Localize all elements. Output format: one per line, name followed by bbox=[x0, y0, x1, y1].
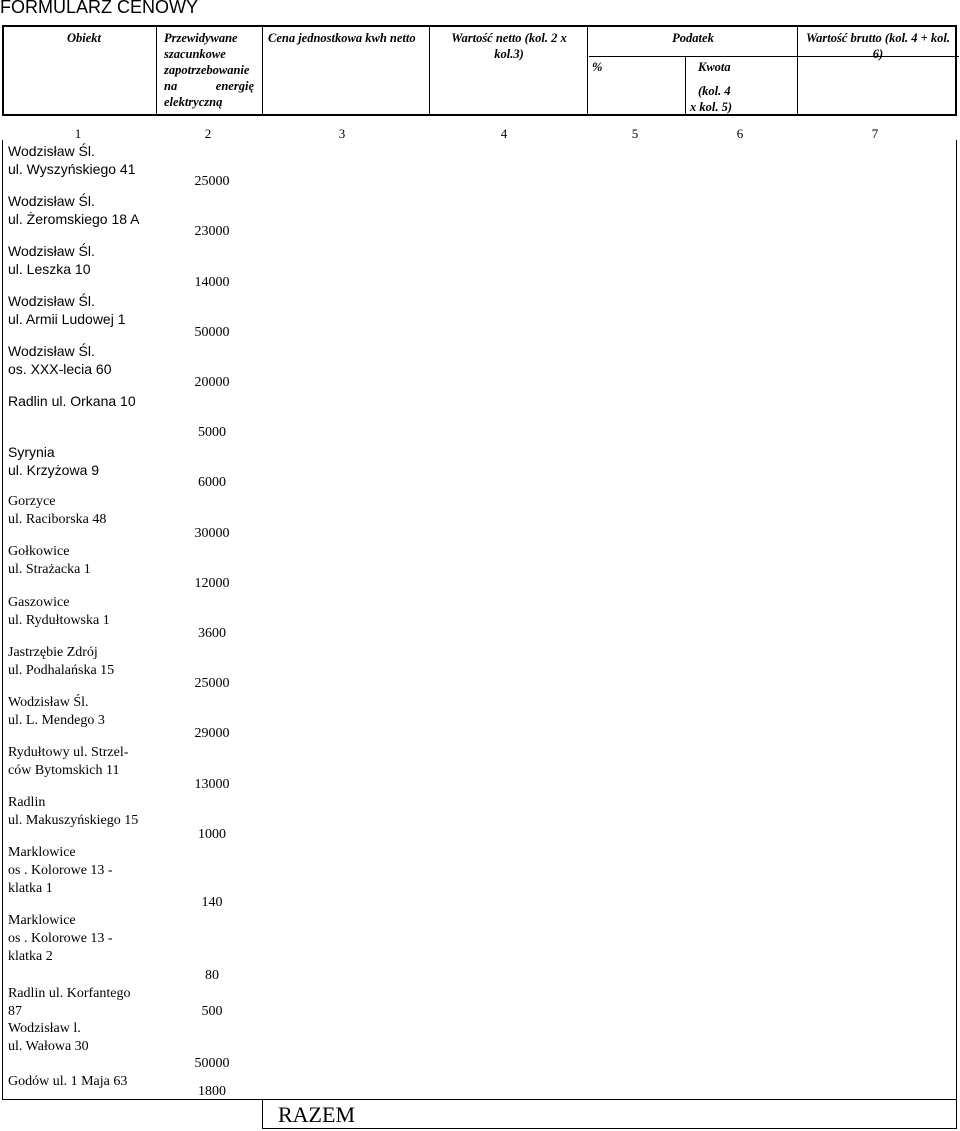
column-number: 7 bbox=[871, 126, 879, 141]
header-tax-amount-formula: x kol. 5) bbox=[690, 100, 733, 114]
header-divider bbox=[429, 27, 430, 114]
page-title: FORMULARZ CENOWY bbox=[0, 0, 198, 17]
usage-value: 29000 bbox=[194, 726, 230, 741]
header-tax-percent: % bbox=[592, 60, 603, 74]
column-number: 2 bbox=[204, 126, 212, 141]
header-obiekt: Obiekt bbox=[66, 31, 102, 45]
column-number: 5 bbox=[631, 126, 639, 141]
total-label: RAZEM bbox=[278, 1102, 355, 1127]
header-net-value: Wartość netto (kol. 2 x kol.3) bbox=[451, 31, 567, 61]
table-row: Syrynia ul. Krzyżowa 9 bbox=[8, 444, 100, 478]
table-row: Marklowice os . Kolorowe 13 - klatka 1 bbox=[8, 845, 113, 896]
column-number: 3 bbox=[338, 126, 346, 141]
header-tax-amount: Kwota bbox=[698, 60, 731, 74]
table-row: Marklowice os . Kolorowe 13 - klatka 2 bbox=[8, 913, 113, 964]
table-row: Wodzisław Śl. ul. Armii Ludowej 1 bbox=[8, 293, 126, 327]
usage-value: 20000 bbox=[194, 375, 230, 390]
usage-value: 5000 bbox=[198, 425, 226, 440]
usage-value: 25000 bbox=[194, 676, 230, 691]
header-tax: Podatek bbox=[672, 31, 714, 45]
table-row: Jastrzębie Zdrój ul. Podhalańska 15 bbox=[8, 645, 115, 678]
table-row: Wodzisław Śl. ul. Żeromskiego 18 A bbox=[8, 193, 140, 227]
table-row: Radlin ul. Orkana 10 bbox=[8, 393, 136, 409]
tax-subheader-divider bbox=[685, 56, 686, 114]
table-row: Wodzisław l. ul. Wałowa 30 bbox=[8, 1021, 89, 1054]
column-number: 6 bbox=[736, 126, 744, 141]
header-divider bbox=[797, 27, 798, 114]
usage-value: 13000 bbox=[194, 777, 230, 792]
usage-value: 1000 bbox=[198, 827, 226, 842]
table-row: Gorzyce ul. Raciborska 48 bbox=[8, 494, 107, 527]
usage-value: 500 bbox=[201, 1004, 223, 1019]
table-row: Radlin ul. Makuszyńskiego 15 bbox=[8, 795, 139, 828]
table-body-frame bbox=[2, 140, 957, 1100]
table-row: Godów ul. 1 Maja 63 bbox=[8, 1074, 128, 1089]
header-divider bbox=[587, 27, 588, 114]
usage-value: 80 bbox=[205, 968, 219, 983]
table-row: Gaszowice ul. Rydułtowska 1 bbox=[8, 595, 110, 628]
column-number: 1 bbox=[74, 126, 82, 141]
table-row: Radlin ul. Korfantego 87 bbox=[8, 986, 131, 1019]
header-tax-amount-formula: (kol. 4 bbox=[698, 84, 731, 98]
usage-value: 50000 bbox=[194, 325, 230, 340]
header-table bbox=[2, 25, 957, 116]
total-row bbox=[262, 1099, 957, 1129]
usage-value: 50000 bbox=[194, 1056, 230, 1071]
usage-value: 23000 bbox=[194, 224, 230, 239]
usage-value: 3600 bbox=[198, 626, 226, 641]
usage-value: 14000 bbox=[194, 275, 230, 290]
header-gross-value: Wartość brutto (kol. 4 + kol. 6) bbox=[805, 31, 951, 61]
usage-value: 6000 bbox=[198, 475, 226, 490]
table-row: Wodzisław Śl. ul. Leszka 10 bbox=[8, 243, 95, 277]
table-row: Wodzisław Śl. ul. L. Mendego 3 bbox=[8, 695, 105, 728]
table-row: Gołkowice ul. Strażacka 1 bbox=[8, 544, 91, 577]
table-row: Rydułtowy ul. Strzel- ców Bytomskich 11 bbox=[8, 745, 129, 778]
column-number: 4 bbox=[500, 126, 508, 141]
table-row: Wodzisław Śl. ul. Wyszyńskiego 41 bbox=[8, 143, 136, 177]
usage-value: 140 bbox=[201, 895, 223, 910]
header-divider bbox=[262, 27, 263, 114]
header-divider bbox=[156, 27, 157, 114]
usage-value: 30000 bbox=[194, 526, 230, 541]
usage-value: 1800 bbox=[198, 1084, 226, 1099]
usage-value: 12000 bbox=[194, 576, 230, 591]
header-unit-price: Cena jednostkowa kwh netto bbox=[268, 31, 416, 45]
header-usage: Przewidywane szacunkowe zapotrzebowanie na energię elektryczną bbox=[164, 31, 254, 109]
table-row: Wodzisław Śl. os. XXX-lecia 60 bbox=[8, 343, 112, 377]
usage-value: 25000 bbox=[194, 174, 230, 189]
